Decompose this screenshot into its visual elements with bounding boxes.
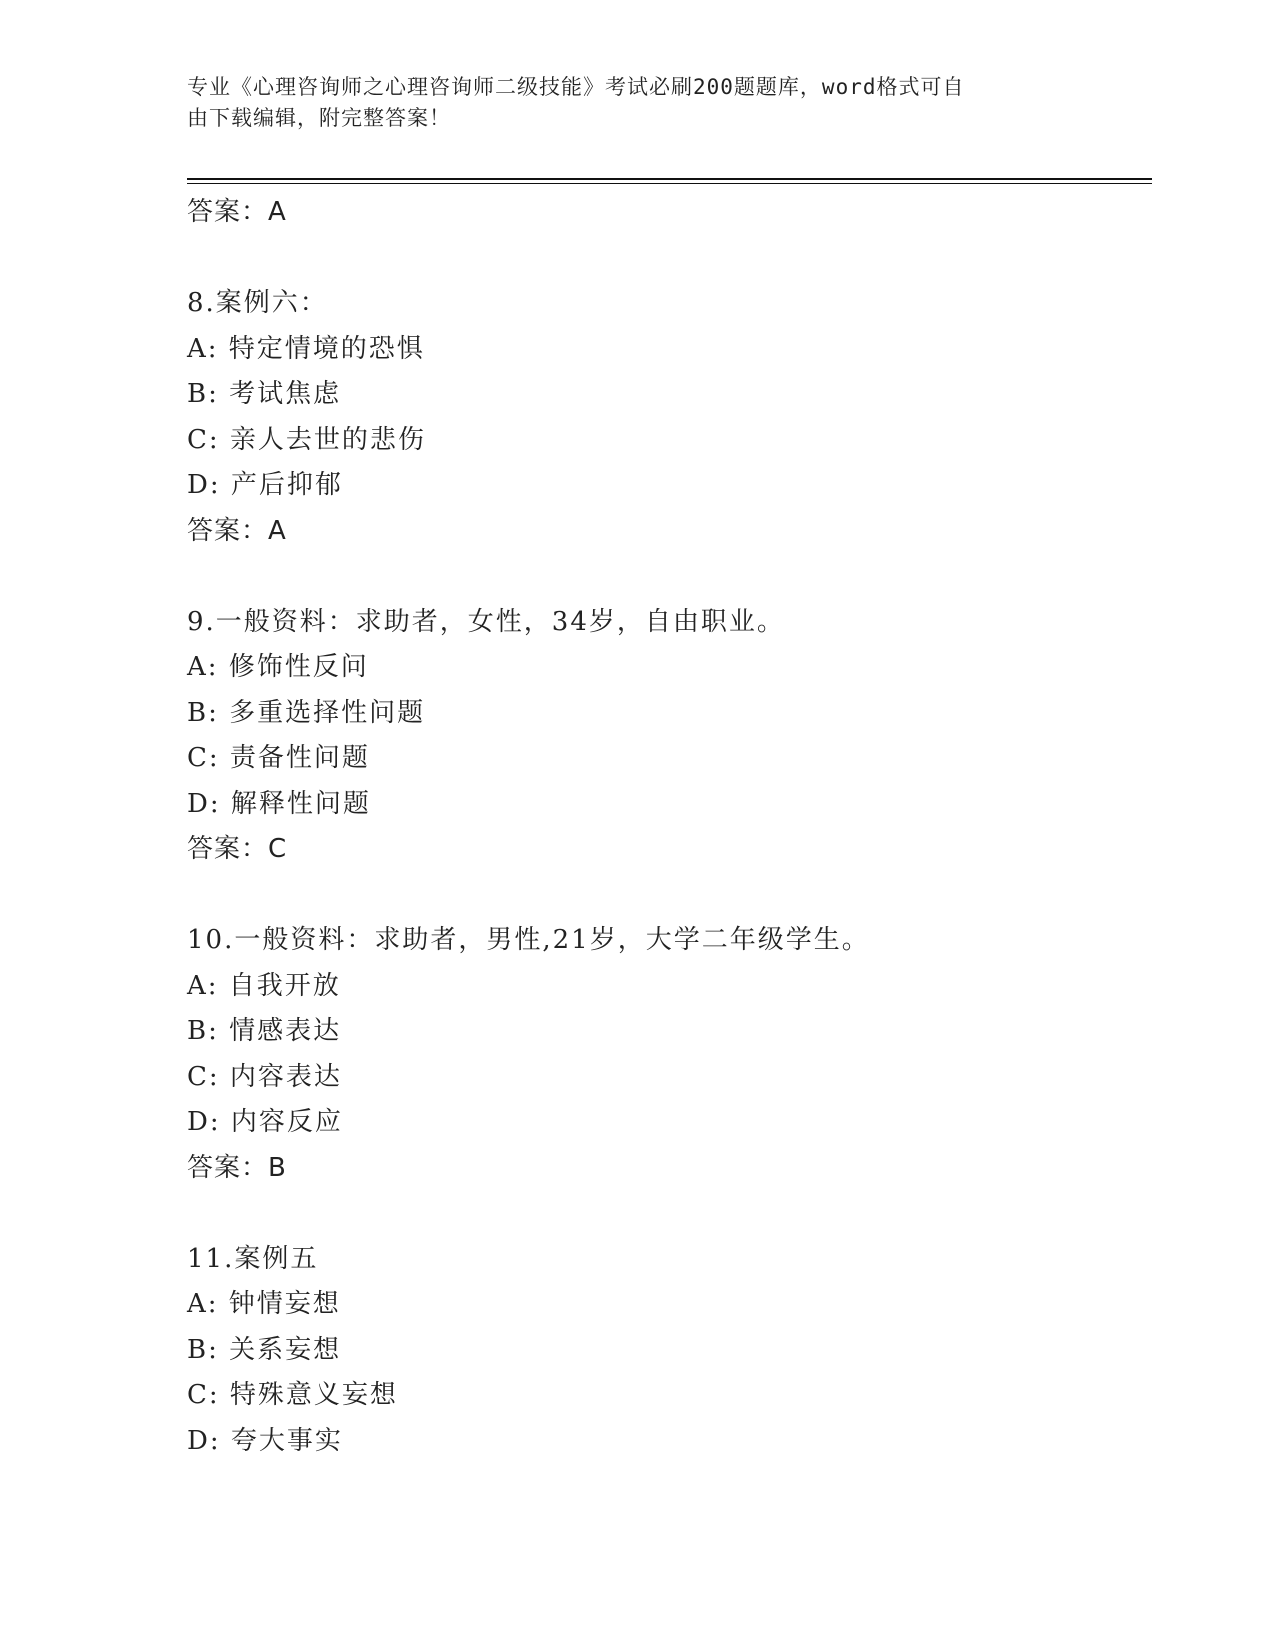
option-b: B: 考试焦虑	[187, 379, 342, 409]
option-b: B: 多重选择性问题	[187, 697, 426, 728]
option-d: D: 内容反应	[187, 1107, 343, 1137]
option-d: D: 产后抑郁	[187, 470, 343, 500]
question-block-8	[187, 281, 1147, 554]
header-divider-thick	[187, 178, 1152, 180]
option-b: B: 情感表达	[187, 1016, 342, 1046]
header-divider-thin	[187, 183, 1152, 184]
question-stem: 11.案例五	[187, 1243, 319, 1274]
spacer	[187, 873, 1147, 919]
option-a: A: 修饰性反问	[187, 652, 369, 682]
header-line-1: 专业《心理咨询师之心理咨询师二级技能》考试必刷200题题库，word格式可自	[187, 75, 965, 99]
option-c: C: 特殊意义妄想	[187, 1380, 398, 1410]
spacer	[187, 1191, 1147, 1237]
answer-line: 答案：A	[187, 515, 287, 546]
spacer	[187, 554, 1147, 600]
question-block-11	[187, 1237, 1147, 1465]
header-line-2: 由下载编辑，附完整答案！	[187, 106, 451, 130]
option-c: C: 内容表达	[187, 1061, 342, 1092]
document-header	[187, 72, 1067, 134]
question-stem: 8.案例六：	[187, 288, 328, 318]
option-c: C: 亲人去世的悲伤	[187, 424, 426, 455]
question-stem: 10.一般资料：求助者，男性,21岁，大学二年级学生。	[187, 925, 870, 955]
option-a: A: 特定情境的恐惧	[187, 333, 425, 364]
question-list	[187, 190, 1147, 1464]
answer-line: 答案：A	[187, 197, 287, 227]
option-b: B: 关系妄想	[187, 1334, 342, 1365]
spacer	[187, 236, 1147, 282]
option-d: D: 夸大事实	[187, 1425, 343, 1456]
answer-line: 答案：C	[187, 834, 288, 864]
option-c: C: 责备性问题	[187, 743, 370, 773]
question-block-9	[187, 600, 1147, 873]
option-d: D: 解释性问题	[187, 788, 371, 819]
answer-line: 答案：B	[187, 1152, 287, 1183]
option-a: A: 钟情妄想	[187, 1289, 341, 1319]
question-block-10	[187, 918, 1147, 1191]
option-a: A: 自我开放	[187, 970, 341, 1001]
question-stem: 9.一般资料：求助者，女性，34岁，自由职业。	[187, 606, 785, 637]
